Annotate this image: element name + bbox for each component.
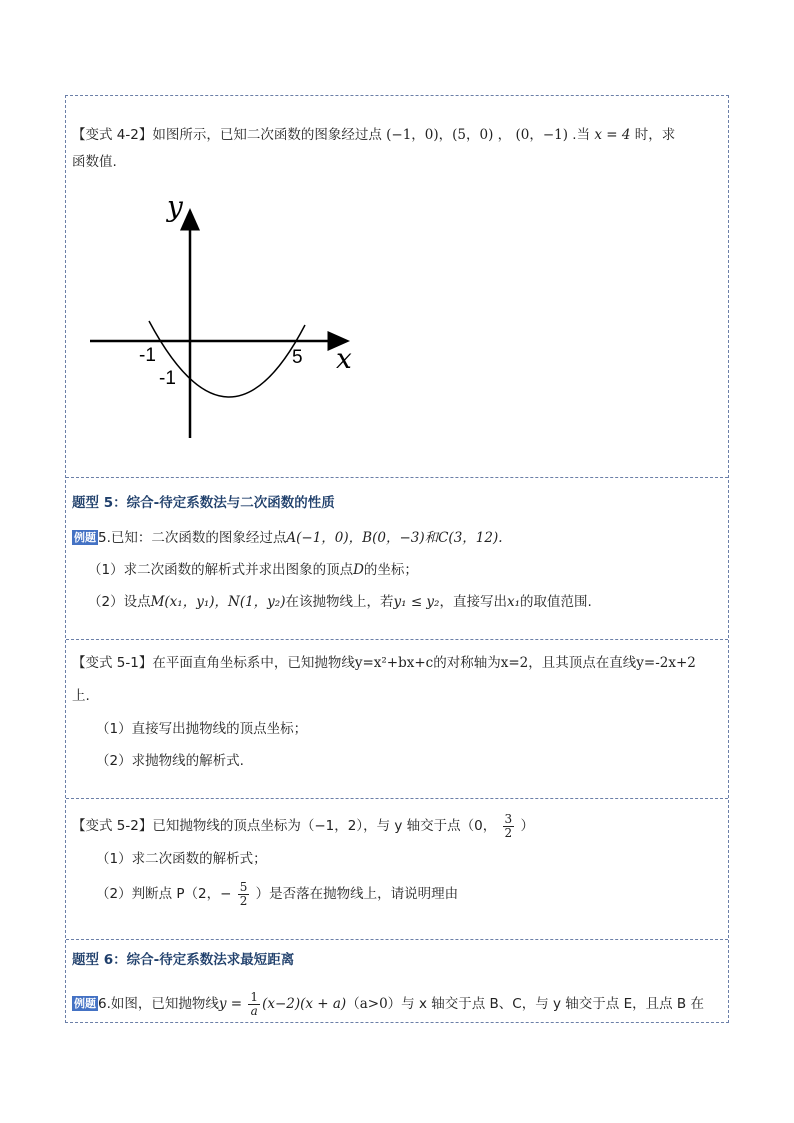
variant-5-2-q1: （1）求二次函数的解析式； bbox=[96, 851, 267, 867]
tick-label-neg1-x: -1 bbox=[139, 345, 156, 366]
question-text: 如图，已知抛物线 bbox=[110, 996, 219, 1012]
example-number: 5. bbox=[98, 530, 111, 546]
example-badge: 例题 bbox=[74, 531, 96, 544]
section-divider bbox=[66, 477, 728, 478]
question-text: （2）判断点 P（2，− bbox=[96, 886, 232, 902]
question-text: ）是否落在抛物线上，请说明理由 bbox=[255, 886, 459, 902]
variant-5-2-line1 bbox=[72, 810, 534, 842]
tick-label-5: 5 bbox=[292, 347, 303, 368]
question-text: 已知：二次函数的图象经过点 bbox=[110, 530, 287, 546]
question-text: 的坐标； bbox=[363, 562, 418, 578]
fraction-numerator: 5 bbox=[239, 879, 248, 894]
variant-tag: 【变式 5-2】 bbox=[72, 818, 153, 834]
example-badge: 例题 bbox=[74, 997, 96, 1010]
condition-math: x = 4 bbox=[594, 127, 631, 143]
question-text: ） bbox=[520, 818, 534, 834]
fraction-numerator: 3 bbox=[504, 811, 513, 826]
equation-rhs: (x−2)(x + a) bbox=[262, 996, 347, 1012]
variant-4-2-line1 bbox=[72, 125, 675, 145]
question-text: 已知抛物线的顶点坐标为（−1，2），与 y 轴交于点（0， bbox=[152, 818, 497, 834]
fraction bbox=[238, 881, 250, 908]
fraction bbox=[248, 991, 260, 1018]
variant-5-1-line1 bbox=[72, 653, 696, 673]
fraction bbox=[503, 813, 515, 840]
example-5-line bbox=[72, 528, 503, 548]
vertex-symbol: D bbox=[353, 562, 364, 578]
x-axis-label: x bbox=[336, 342, 352, 375]
variant-5-1-q1: （1）直接写出抛物线的顶点坐标； bbox=[96, 721, 308, 737]
example-number: 6. bbox=[98, 996, 111, 1012]
points-math: M(x₁，y₁)，N(1，y₂) bbox=[150, 594, 286, 610]
inequality-math: y₁ ≤ y₂ bbox=[393, 594, 440, 610]
section-divider bbox=[66, 798, 728, 799]
variant-5-1-q2: （2）求抛物线的解析式. bbox=[96, 753, 244, 769]
variant-4-2-line2: 函数值. bbox=[72, 154, 117, 170]
y-axis-label: y bbox=[167, 190, 183, 223]
variant-tag: 【变式 5-1】 bbox=[72, 655, 153, 671]
fraction-denominator: 2 bbox=[239, 893, 248, 908]
parabola-graph bbox=[86, 188, 366, 446]
tick-label-neg1-y: -1 bbox=[159, 368, 176, 389]
question-text: （1）求二次函数的解析式并求出图象的顶点 bbox=[88, 562, 354, 578]
section-heading-5: 题型 5：综合-待定系数法与二次函数的性质 bbox=[72, 495, 335, 511]
question-text: 与 x 轴交于点 B、C，与 y 轴交于点 E，且点 B 在 bbox=[401, 996, 704, 1012]
question-text: 的对称轴为 bbox=[433, 655, 501, 671]
question-text: 时，求 bbox=[634, 127, 676, 143]
variant-tag: 【变式 4-2】 bbox=[72, 127, 153, 143]
section-divider bbox=[66, 639, 728, 640]
line-equation: y=-2x+2 bbox=[636, 655, 696, 671]
question-text: （2）设点 bbox=[88, 594, 151, 610]
example-6-line bbox=[72, 988, 704, 1020]
question-text: 的取值范围. bbox=[520, 594, 592, 610]
example-5-q2 bbox=[88, 592, 592, 612]
variant-5-2-q2 bbox=[96, 878, 458, 910]
variable-math: x₁ bbox=[506, 594, 521, 610]
fraction-denominator: a bbox=[250, 1003, 258, 1018]
section-heading-6: 题型 6：综合-待定系数法求最短距离 bbox=[72, 952, 295, 968]
fraction-numerator: 1 bbox=[250, 989, 259, 1004]
points-math: A(−1，0)，B(0，−3)和C(3，12). bbox=[286, 530, 503, 546]
question-text: 在该抛物线上，若 bbox=[285, 594, 394, 610]
fraction-denominator: 2 bbox=[504, 825, 513, 840]
question-text: 在平面直角坐标系中，已知抛物线 bbox=[152, 655, 355, 671]
condition-math: （a>0） bbox=[346, 996, 402, 1012]
variant-5-1-line2: 上. bbox=[72, 688, 90, 704]
section-divider bbox=[66, 939, 728, 940]
points-math: (−1，0)，(5，0) ， (0，−1) bbox=[386, 127, 568, 143]
question-text: ，直接写出 bbox=[439, 594, 507, 610]
question-text: ，且其顶点在直线 bbox=[528, 655, 637, 671]
parabola-equation: y=x²+bx+c bbox=[354, 655, 434, 671]
equation-lhs: y = bbox=[218, 996, 243, 1012]
axis-equation: x=2 bbox=[500, 655, 529, 671]
example-5-q1 bbox=[88, 560, 418, 580]
question-text: 如图所示，已知二次函数的图象经过点 bbox=[152, 127, 382, 143]
question-text: .当 bbox=[572, 127, 591, 143]
